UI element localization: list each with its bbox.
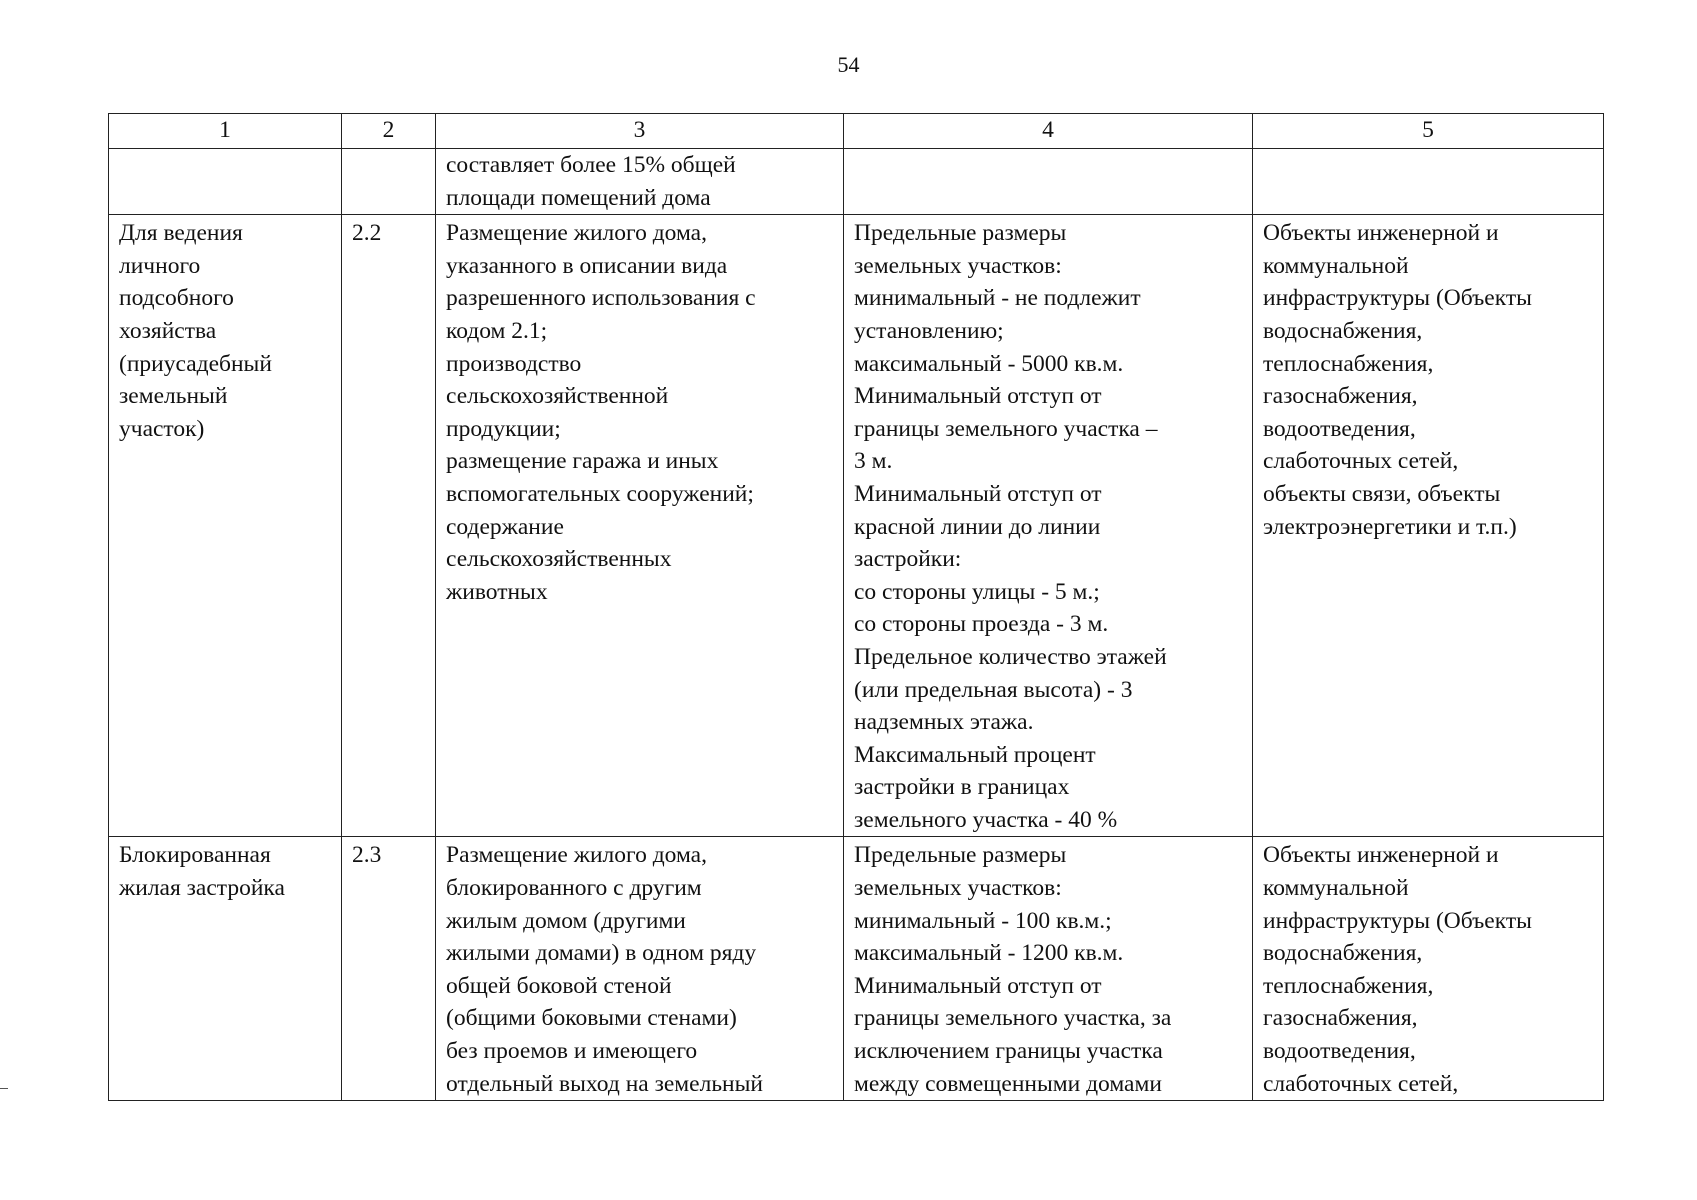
table-header-row: [109, 114, 1604, 149]
cell-code: [342, 837, 436, 1101]
header-col-1: 1: [109, 114, 342, 149]
table-row: [109, 149, 1604, 215]
cell-use-type: [109, 215, 342, 837]
cell-objects: [1253, 215, 1604, 837]
land-use-table: [108, 113, 1604, 1101]
cell-text: Блокированная жилая застройка: [119, 842, 285, 902]
cell-text: 2.2: [352, 220, 382, 247]
cell-use-type: [109, 149, 342, 215]
cell-description: [436, 837, 844, 1101]
page-number: 54: [837, 52, 860, 77]
cell-text: Для ведения личного подсобного хозяйства (приусадебный земельный участок): [119, 220, 272, 442]
cell-description: [436, 215, 844, 837]
header-col-3: 3: [436, 114, 844, 149]
cell-text: составляет более 15% общей площади помещений дома: [446, 152, 736, 211]
header-col-2: 2: [342, 114, 436, 149]
header-col-5: 5: [1253, 114, 1604, 149]
cell-parameters: [844, 215, 1253, 837]
cell-text: Размещение жилого дома, блокированного с другим жилым домом (другими жилыми домами) в одном ряду общей боковой стеной (общими боковыми стенами) без проемов и имеющего отдельный выход на земельный: [446, 842, 763, 1097]
table-row: [109, 837, 1604, 1101]
cell-objects: [1253, 837, 1604, 1101]
scan-edge-mark: [0, 1088, 8, 1089]
cell-text: Размещение жилого дома, указанного в описании вида разрешенного использования с кодом 2.1; производство сельскохозяйственной продукции; размещение гаража и иных вспомогательных сооружений; содержание сельскохозяйственных животных: [446, 220, 756, 605]
cell-text: Предельные размеры земельных участков: минимальный - 100 кв.м.; максимальный - 1200 кв.м. Минимальный отступ от границы земельного участка, за исключением границы участка между совмещенными домами: [854, 842, 1172, 1097]
cell-description: [436, 149, 844, 215]
header-col-4: 4: [844, 114, 1253, 149]
cell-parameters: [844, 837, 1253, 1101]
cell-text: Объекты инженерной и коммунальной инфраструктуры (Объекты водоснабжения, теплоснабжения, газоснабжения, водоотведения, слаботочных сетей,: [1263, 842, 1532, 1097]
cell-text: Объекты инженерной и коммунальной инфраструктуры (Объекты водоснабжения, теплоснабжения, газоснабжения, водоотведения, слаботочных сетей, объекты связи, объекты электроэнергетики и т.п.): [1263, 220, 1532, 540]
cell-parameters: [844, 149, 1253, 215]
cell-use-type: [109, 837, 342, 1101]
cell-code: [342, 215, 436, 837]
cell-objects: [1253, 149, 1604, 215]
cell-text: 2.3: [352, 842, 382, 869]
cell-code: [342, 149, 436, 215]
table-row: [109, 215, 1604, 837]
cell-text: Предельные размеры земельных участков: минимальный - не подлежит установлению; максимальный - 5000 кв.м. Минимальный отступ от границы земельного участка – 3 м. Минимальный отступ от красной линии до линии застройки: со стороны улицы - 5 м.; со стороны проезда - 3 м. Предельное количество этажей (или предельная высота) - 3 надземных этажа. Максимальный процент застройки в границах земельного участка - 40 %: [854, 220, 1167, 833]
